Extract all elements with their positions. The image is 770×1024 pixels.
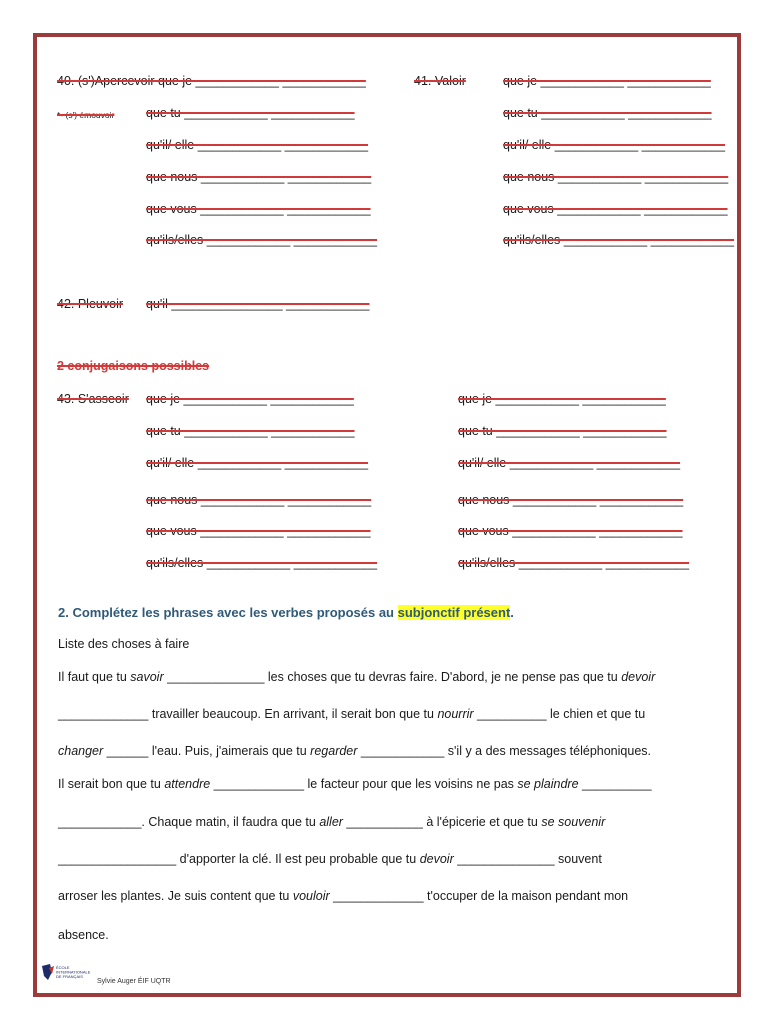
text: _____________ travailler beaucoup. En arrivant, il serait bon que tu bbox=[58, 707, 438, 721]
text: absence. bbox=[58, 928, 109, 942]
text: ____________ s'il y a des messages téléphoniques. bbox=[357, 744, 651, 758]
verb: aller bbox=[319, 815, 343, 829]
verb-40-row: que tu ____________ ____________ bbox=[146, 106, 355, 120]
verb-40-row: qu'ils/elles ____________ ____________ bbox=[146, 233, 378, 247]
logo-text: ÉCOLE INTERNATIONALE DE FRANÇAIS bbox=[56, 965, 91, 979]
verb-43-title: 43. S'asseoir bbox=[57, 392, 129, 406]
exercise-line bbox=[58, 928, 109, 942]
verb-41-row: que nous ____________ ____________ bbox=[503, 170, 729, 184]
section-2-heading bbox=[58, 605, 514, 620]
text: Il faut que tu bbox=[58, 670, 131, 684]
verb-42-row: qu'il ________________ ____________ bbox=[146, 297, 370, 311]
verb-42-title: 42. Pleuvoir bbox=[57, 297, 124, 311]
verb-43-left-row: que je ____________ ____________ bbox=[146, 392, 354, 406]
exercise-line bbox=[58, 815, 605, 829]
heading-text: 2. Complétez les phrases avec les verbes proposés au bbox=[58, 605, 398, 620]
verb-41-row: qu'il/ elle ____________ ____________ bbox=[503, 138, 726, 152]
verb-40-row: que nous ____________ ____________ bbox=[146, 170, 372, 184]
verb-43-left-row: que tu ____________ ____________ bbox=[146, 424, 355, 438]
verb-43-right-row: que je ____________ ____________ bbox=[458, 392, 666, 406]
text: ____________. Chaque matin, il faudra que tu bbox=[58, 815, 320, 829]
verb-40-row: que vous ____________ ____________ bbox=[146, 202, 371, 216]
text: Il serait bon que tu bbox=[58, 777, 165, 791]
verb: regarder bbox=[310, 744, 358, 758]
text: ______________ les choses que tu devras faire. D'abord, je ne pense pas que tu bbox=[163, 670, 622, 684]
verb-41-row: que je ____________ ____________ bbox=[503, 74, 711, 88]
verb-43-left-row: qu'ils/elles ____________ ____________ bbox=[146, 556, 378, 570]
two-conjugations-label: 2 conjugaisons possibles bbox=[57, 359, 210, 373]
footer-credit: Sylvie Auger ÉIF UQTR bbox=[97, 978, 171, 985]
verb-41-row: que tu ____________ ____________ bbox=[503, 106, 712, 120]
verb: changer bbox=[58, 744, 104, 758]
verb: attendre bbox=[164, 777, 211, 791]
text: ______ l'eau. Puis, j'aimerais que tu bbox=[103, 744, 311, 758]
list-subtitle: Liste des choses à faire bbox=[58, 637, 190, 651]
text: ___________ à l'épicerie et que tu bbox=[342, 815, 542, 829]
text: __________ bbox=[578, 777, 652, 791]
text: _____________ t'occuper de la maison pendant mon bbox=[329, 889, 629, 903]
verb: devoir bbox=[621, 670, 656, 684]
verb-41-row: que vous ____________ ____________ bbox=[503, 202, 728, 216]
verb-43-right-row: qu'il/ elle ____________ ____________ bbox=[458, 456, 681, 470]
verb-43-right-row: que nous ____________ ____________ bbox=[458, 493, 684, 507]
verb-40-row: qu'il/ elle ____________ ____________ bbox=[146, 138, 369, 152]
exercise-line bbox=[58, 707, 645, 721]
verb: se plaindre bbox=[517, 777, 579, 791]
exercise-line bbox=[58, 889, 628, 903]
school-logo bbox=[40, 962, 96, 984]
verb-41-row: qu'ils/elles ____________ ____________ bbox=[503, 233, 735, 247]
verb-40-note: *- (s') émouvoir bbox=[57, 110, 115, 120]
exercise-line bbox=[58, 852, 602, 866]
verb-43-left-row: qu'il/ elle ____________ ____________ bbox=[146, 456, 369, 470]
exercise-line bbox=[58, 670, 655, 684]
verb-41-title: 41. Valoir bbox=[414, 74, 466, 88]
verb-40-title: 40. (s')Apercevoir que je ____________ ____________ bbox=[57, 74, 366, 88]
verb: devoir bbox=[419, 852, 454, 866]
verb: savoir bbox=[130, 670, 164, 684]
heading-highlight: subjonctif présent bbox=[397, 605, 511, 620]
text: ______________ souvent bbox=[453, 852, 602, 866]
text: _________________ d'apporter la clé. Il est peu probable que tu bbox=[58, 852, 420, 866]
exercise-line bbox=[58, 777, 652, 791]
heading-end: . bbox=[510, 605, 514, 620]
verb: se souvenir bbox=[541, 815, 606, 829]
exercise-line bbox=[58, 744, 651, 758]
verb-43-right-row: qu'ils/elles ____________ ____________ bbox=[458, 556, 690, 570]
text: _____________ le facteur pour que les voisins ne pas bbox=[210, 777, 518, 791]
text: __________ le chien et que tu bbox=[473, 707, 646, 721]
verb: nourrir bbox=[437, 707, 474, 721]
verb-43-right-row: que vous ____________ ____________ bbox=[458, 524, 683, 538]
verb-43-left-row: que nous ____________ ____________ bbox=[146, 493, 372, 507]
verb: vouloir bbox=[292, 889, 330, 903]
verb-43-left-row: que vous ____________ ____________ bbox=[146, 524, 371, 538]
verb-43-right-row: que tu ____________ ____________ bbox=[458, 424, 667, 438]
text: arroser les plantes. Je suis content que tu bbox=[58, 889, 293, 903]
